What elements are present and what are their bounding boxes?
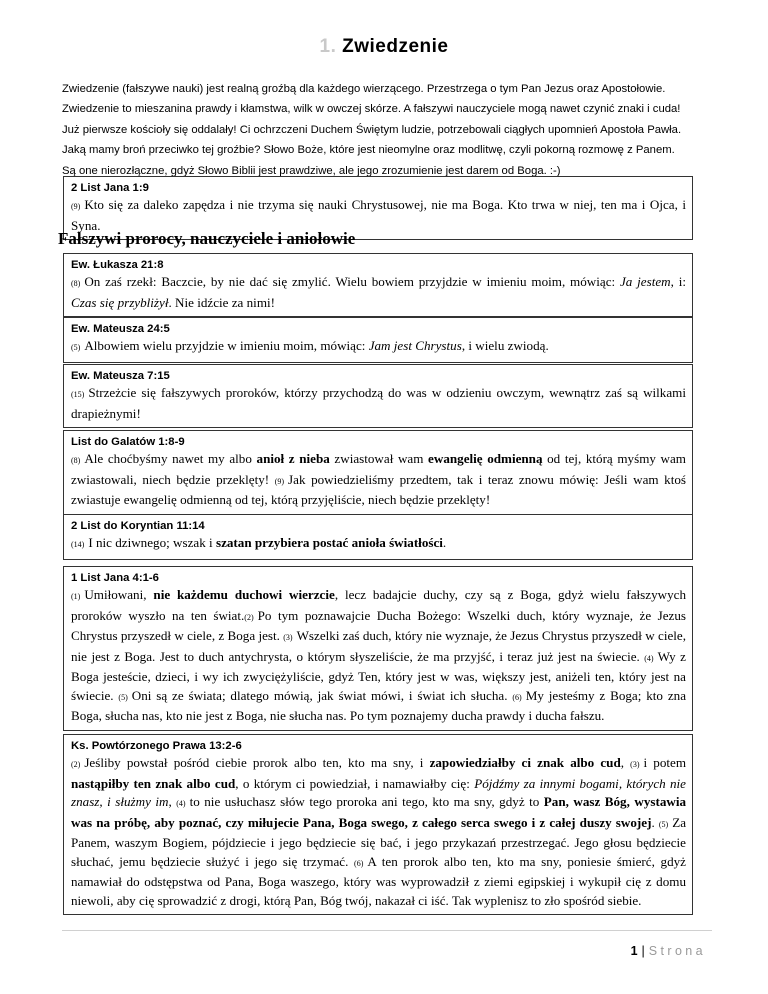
verse-reference: List do Galatów 1:8-9	[71, 436, 185, 448]
verse-reference: Ks. Powtórzonego Prawa 13:2-6	[71, 740, 242, 752]
verse-segment: od tej, którą myśmy wam zwiastowali, niech będzie przeklęty!	[71, 451, 686, 487]
verse-reference: Ew. Mateusza 24:5	[71, 323, 170, 335]
verse-segment: Albowiem wielu przyjdzie w imieniu moim, mówiąc:	[84, 338, 369, 353]
verse-segment: I nic dziwnego; wszak i	[88, 535, 216, 550]
intro-line: Już pierwsze kościoły się oddalały! Ci ochrzczeni Duchem Świętym ludzie, potrzebowali ciągłych upomnień Apostoła Pawła.	[62, 123, 682, 136]
verse-number: (3)	[283, 633, 293, 642]
verse-segment: Strzeżcie się fałszywych proroków, którzy przychodzą do was w odzieniu owczym, wewnątrz zaś są wilkami drapieżnymi!	[71, 385, 686, 421]
verse-number: (14)	[71, 540, 85, 549]
verse-reference: 1 List Jana 4:1-6	[71, 572, 159, 584]
title-number: 1.	[319, 36, 337, 57]
verse-reference: 2 List Jana 1:9	[71, 182, 149, 194]
verse-number: (5)	[658, 819, 669, 829]
verse-text	[71, 384, 686, 423]
verse-segment: ,	[620, 755, 631, 770]
verse-segment: My jesteśmy z Boga; kto zna Boga, słucha nas, kto nie jest z Boga, nie słucha nas. Po tym poznajemy ducha prawdy i ducha fałszu.	[71, 687, 687, 723]
verse-segment: ,	[168, 794, 177, 809]
verse-number: (2)	[244, 612, 254, 622]
verse-segment: ewangelię odmienną	[428, 451, 543, 466]
footer-page-word: Strona	[648, 944, 706, 958]
verse-segment: szatan przybiera postać anioła światłości	[215, 535, 443, 550]
verse-number: (6)	[354, 858, 364, 868]
intro-line: Zwiedzenie to mieszanina prawdy i kłamstwa, wilk w owczej skórze. A fałszywi nauczyciele mogą nawet czynić znaki i cuda!	[62, 103, 681, 116]
intro-line: Jaką mamy broń przeciwko tej groźbie? Słowo Boże, które jest nieomylne oraz modlitwę, czyli pokorną rozmowę z Panem.	[62, 144, 675, 157]
verse-segment: Jak powiedzieliśmy przedtem, tak i teraz znowu mówię: Jeśli wam ktoś zwiastuje ewangelię odmienną od tej, którą przyjęliście, niech będzie przeklęty!	[71, 471, 686, 507]
verse-box	[63, 566, 693, 731]
verse-segment: Umiłowani,	[84, 587, 154, 602]
page-title	[0, 36, 768, 58]
verse-text	[71, 450, 686, 510]
verse-number: (4)	[176, 799, 186, 808]
section-heading: Fałszywi prorocy, nauczyciele i aniołowie	[58, 229, 356, 248]
verse-text	[71, 337, 686, 358]
verse-reference: 2 List do Koryntian 11:14	[71, 520, 205, 532]
verse-segment: to nie usłuchasz słów tego proroka ani tego, kto ma sny, gdyż to	[189, 794, 544, 809]
verse-segment: nastąpiłby ten znak albo cud	[71, 775, 236, 791]
verse-segment: Ale choćbyśmy nawet my albo	[84, 451, 257, 466]
intro-line: Są one nierozłączne, gdyż Słowo Biblii jest prawdziwe, ale jego zrozumienie jest darem od Boga. :-)	[62, 164, 561, 177]
verse-number: (9)	[71, 202, 81, 211]
verse-text	[71, 754, 686, 910]
verse-number: (5)	[118, 692, 128, 702]
verse-box	[63, 734, 693, 915]
verse-number: (8)	[71, 279, 81, 288]
verse-segment: Jeśliby powstał pośród ciebie prorok albo ten, kto ma sny, i	[84, 755, 430, 770]
verse-segment: A ten prorok albo ten, kto ma sny, poniesie śmierć, gdyż namawiał do odstępstwa od Pana, Boga waszego, który was wyprowadził z ziemi egipskiej i wykupił cię z domu niewoli, aby cię sprowadzić z drogi, którą Pan, Bóg twój, nakazał ci iść. Tak wyplenisz to zło spośród siebie.	[71, 853, 686, 908]
verse-number: (9)	[274, 476, 285, 486]
verse-segment: Po tym poznawajcie Ducha Bożego: Wszelki duch, który wyznaje, że Jezus Chrystus przyszedł w ciele, z Boga jest.	[71, 607, 686, 643]
page-number: 1	[630, 944, 638, 958]
page-footer	[631, 944, 706, 958]
verse-box	[63, 317, 693, 363]
verse-segment: , o którym ci powiedział, i namawiałby cię:	[235, 775, 475, 791]
verse-text	[71, 586, 686, 726]
footer-divider	[62, 930, 712, 931]
verse-text	[71, 534, 686, 555]
verse-number: (4)	[644, 653, 654, 663]
verse-number: (15)	[71, 390, 85, 399]
verse-box	[63, 430, 693, 515]
intro-line: Zwiedzenie (fałszywe nauki) jest realną groźbą dla każdego wierzącego. Przestrzega o tym Pan Jezus oraz Apostołowie.	[62, 83, 666, 95]
verse-segment: Oni są ze świata; dlatego mówią, jak świat mówi, i świat ich słucha.	[131, 687, 513, 703]
intro-paragraph	[62, 79, 712, 181]
verse-segment: Pan, wasz Bóg, wystawia was na próbę, aby poznać, czy miłujecie Pana, Boga swego, z całego serca swego i z całej duszy swojej	[71, 794, 687, 830]
verse-segment: Wy z Boga jesteście, dzieci, i wy ich zwyciężyliście, gdyż Ten, który jest w was, większy jest, aniżeli ten, który jest na świecie.	[71, 648, 686, 703]
verse-segment: Czas się przybliżył	[71, 294, 169, 310]
footer-separator: |	[641, 944, 645, 958]
verse-segment: Pójdźmy za innymi bogami, których nie znasz, i służmy im	[71, 775, 686, 809]
verse-segment: anioł z nieba	[256, 451, 330, 466]
verse-segment: Jam jest Chrystus	[368, 338, 462, 353]
verse-segment: On zaś rzekł: Baczcie, by nie dać się zmylić. Wielu bowiem przyjdzie w imieniu moim, mówiąc:	[84, 274, 620, 289]
verse-segment: Kto się za daleko zapędza i nie trzyma się nauki Chrystusowej, nie ma Boga. Kto trwa w niej, ten ma i Ojca, i Syna.	[71, 197, 686, 233]
verse-number: (2)	[71, 760, 81, 769]
title-text: Zwiedzenie	[342, 36, 449, 57]
verse-number: (1)	[71, 592, 81, 601]
verse-text	[71, 273, 686, 312]
verse-number: (3)	[630, 760, 640, 769]
verse-segment: nie każdemu duchowi wierzcie	[153, 587, 335, 602]
verse-segment: . Nie idźcie za nimi!	[168, 294, 276, 310]
verse-segment: i potem	[643, 755, 687, 770]
verse-segment: .	[442, 535, 447, 550]
verse-segment: Wszelki zaś duch, który nie wyznaje, że Jezus Chrystus przyszedł w ciele, nie jest z Boga. Jest to duch antychrysta, o którym słyszeliście, że ma przyjść, i teraz już jest na świecie.	[71, 628, 687, 664]
verse-number: (5)	[71, 343, 81, 352]
verse-number: (8)	[71, 456, 81, 465]
verse-reference: Ew. Mateusza 7:15	[71, 370, 170, 382]
verse-box	[63, 514, 693, 560]
verse-segment: .	[651, 814, 659, 830]
verse-segment: , lecz badajcie duchy, czy są z Boga, gdyż wielu fałszywych proroków wyszło na ten świat.	[71, 587, 686, 623]
verse-box	[63, 364, 693, 428]
verse-segment: zwiastował wam	[329, 451, 429, 466]
verse-reference: Ew. Łukasza 21:8	[71, 259, 164, 271]
verse-segment: , i wielu zwiodą.	[461, 338, 549, 353]
verse-segment: zapowiedziałby ci znak albo cud	[429, 755, 621, 770]
verse-segment: Za Panem, waszym Bogiem, pójdziecie i jego będziecie się bać, i jego przykazań przestrzegać. Jego głosu będziecie słuchać, jemu będziecie służyć i jego się trzymać.	[71, 814, 687, 869]
verse-number: (6)	[512, 692, 522, 702]
verse-box	[63, 253, 693, 317]
verse-segment: Ja jestem	[619, 274, 671, 289]
verse-segment: , i:	[670, 274, 686, 289]
